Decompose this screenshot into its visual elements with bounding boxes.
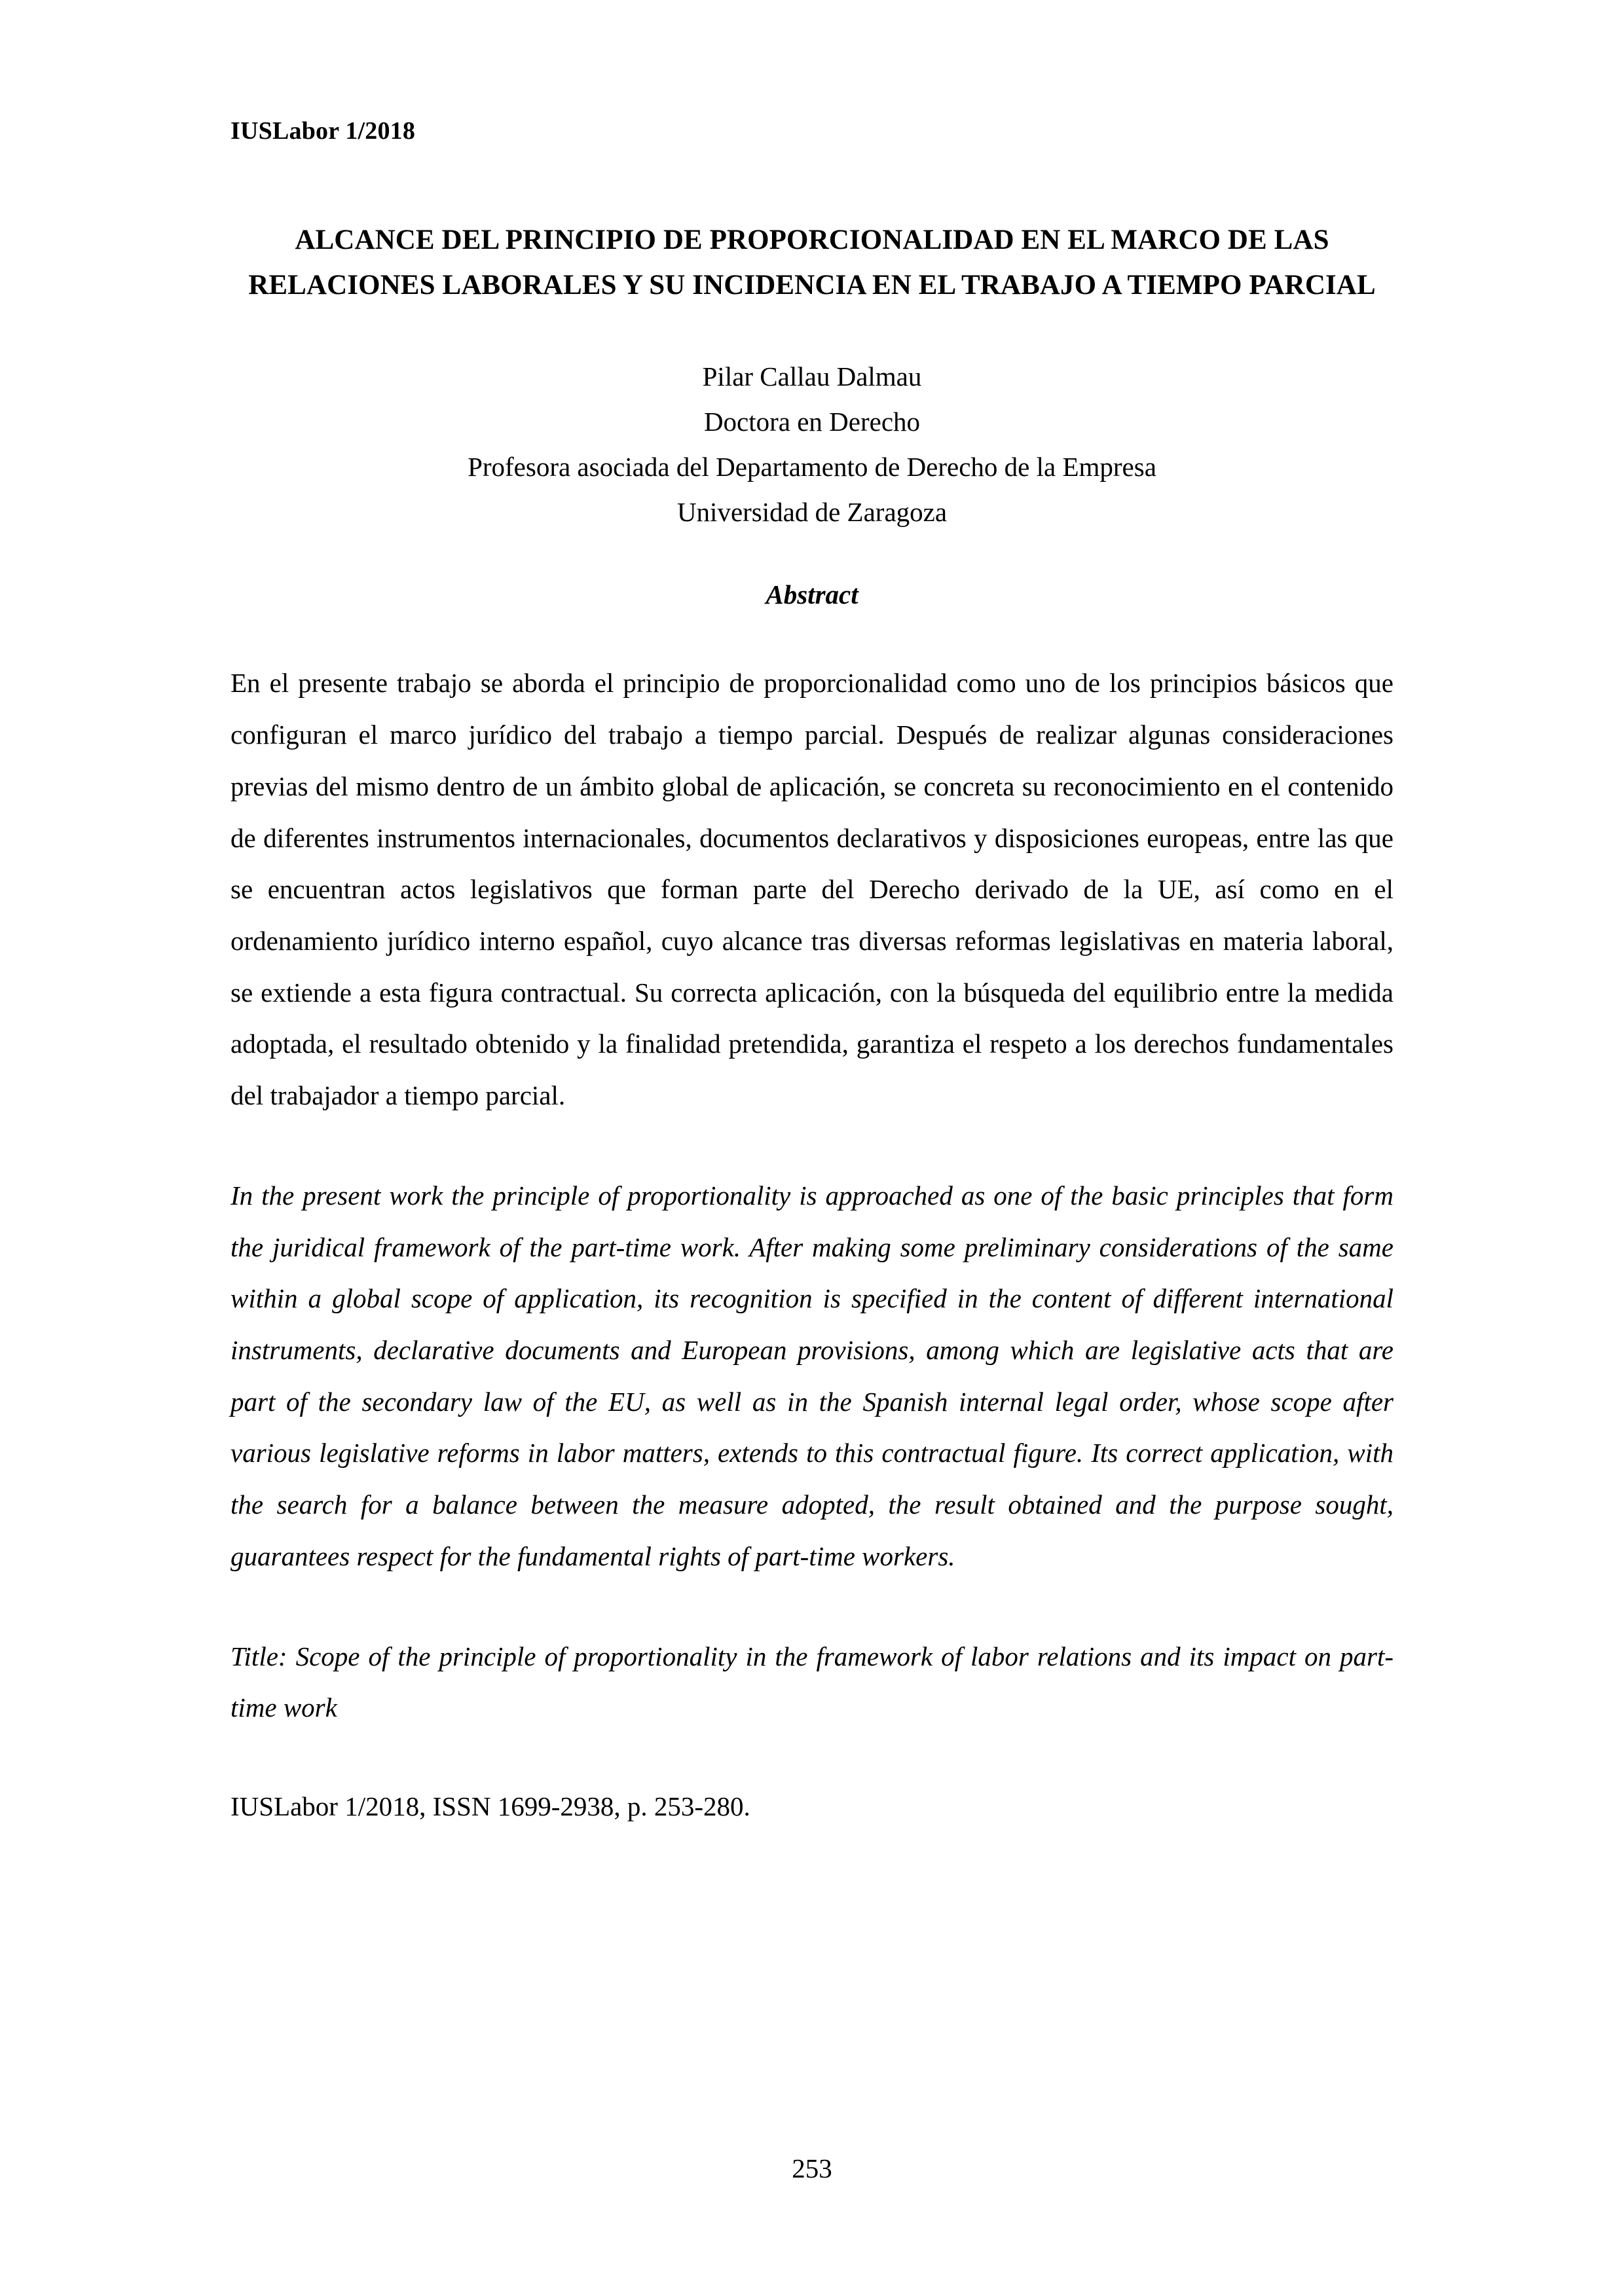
citation-line: IUSLabor 1/2018, ISSN 1699-2938, p. 253-280. [231, 1791, 750, 1822]
article-title: ALCANCE DEL PRINCIPIO DE PROPORCIONALIDAD EN EL MARCO DE LAS RELACIONES LABORALES Y SU INCIDENCIA EN EL TRABAJO A TIEMPO PARCIAL [248, 224, 1376, 301]
author-block [231, 354, 1393, 535]
abstract-heading: Abstract [766, 579, 858, 610]
abstract-spanish: En el presente trabajo se aborda el principio de proporcionalidad como uno de los principios básicos que configuran el marco jurídico del trabajo a tiempo parcial. Después de realizar algunas consideraciones previas del mismo dentro de un ámbito global de aplicación, se concreta su reconocimiento en el contenido de diferentes instrumentos internacionales, documentos declarativos y disposiciones europeas, entre las que se encuentran actos legislativos que forman parte del Derecho derivado de la UE, así como en el ordenamiento jurídico interno español, cuyo alcance tras diversas reformas legislativas en materia laboral, se extiende a esta figura contractual. Su correcta aplicación, con la búsqueda del equilibrio entre la medida adoptada, el resultado obtenido y la finalidad pretendida, garantiza el respeto a los derechos fundamentales del trabajador a tiempo parcial. [231, 668, 1393, 1111]
author-position: Profesora asociada del Departamento de Derecho de la Empresa [468, 451, 1156, 482]
page-number-footer: 253 [792, 2153, 832, 2183]
author-degree: Doctora en Derecho [703, 406, 921, 437]
page-content-column [231, 0, 1393, 1859]
english-title-line: Title: Scope of the principle of proportionality in the framework of labor relations and its impact on part-time work [231, 1641, 1393, 1723]
running-head: IUSLabor 1/2018 [231, 117, 416, 145]
author-institution: Universidad de Zaragoza [676, 496, 948, 527]
author-name: Pilar Callau Dalmau [702, 361, 922, 392]
abstract-english: In the present work the principle of proportionality is approached as one of the basic principles that form the juridical framework of the part-time work. After making some preliminary considerations of the same within a global scope of application, its recognition is specified in the content of different international instruments, declarative documents and European provisions, among which are legislative acts that are part of the secondary law of the EU, as well as in the Spanish internal legal order, whose scope after various legislative reforms in labor matters, extends to this contractual figure. Its correct application, with the search for a balance between the measure adopted, the result obtained and the purpose sought, guarantees respect for the fundamental rights of part-time workers. [231, 1180, 1393, 1571]
